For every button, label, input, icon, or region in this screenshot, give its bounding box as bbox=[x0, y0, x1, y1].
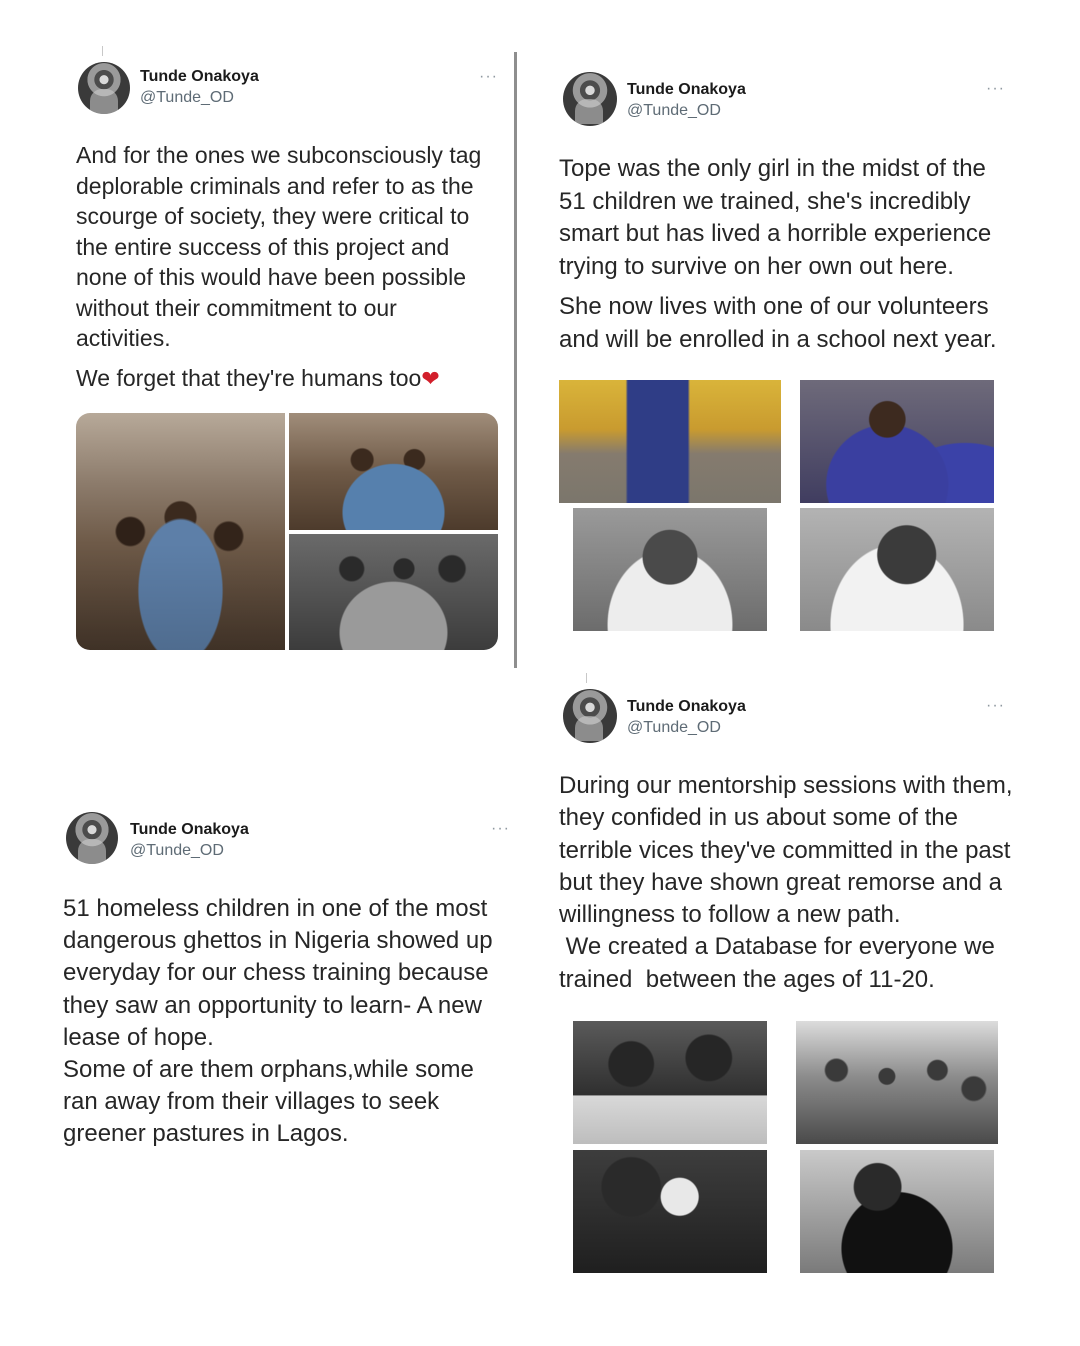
more-options-icon[interactable]: ··· bbox=[491, 820, 510, 837]
tweet-header bbox=[66, 812, 510, 872]
tweet-header bbox=[563, 689, 1005, 749]
tweet-image[interactable] bbox=[800, 1150, 994, 1273]
more-options-icon[interactable]: ··· bbox=[986, 697, 1005, 714]
tweet-image[interactable] bbox=[796, 1021, 998, 1144]
author-name[interactable]: Tunde Onakoya bbox=[130, 821, 249, 838]
tweet-paragraph: And for the ones we subconsciously tag deplorable criminals and refer to as the scourge of society, they were critical to the entire success of this project and none of this would have been possible without their commitment to our activities. bbox=[76, 142, 488, 351]
tweet-card bbox=[563, 689, 1005, 749]
tweet-image[interactable] bbox=[800, 380, 994, 503]
tweet-image[interactable] bbox=[573, 1021, 767, 1144]
tweet-card bbox=[78, 62, 498, 122]
author-name[interactable]: Tunde Onakoya bbox=[140, 68, 259, 85]
tweet-image[interactable] bbox=[559, 380, 781, 503]
tweet-image[interactable] bbox=[76, 413, 285, 650]
tweet-text bbox=[76, 140, 496, 403]
more-options-icon[interactable]: ··· bbox=[479, 68, 498, 85]
more-options-icon[interactable]: ··· bbox=[986, 80, 1005, 97]
author-handle[interactable]: @Tunde_OD bbox=[140, 89, 234, 106]
avatar[interactable] bbox=[78, 62, 130, 114]
author-handle[interactable]: @Tunde_OD bbox=[627, 102, 721, 119]
avatar[interactable] bbox=[563, 689, 617, 743]
tweet-text bbox=[559, 770, 1020, 1005]
tweet-image[interactable] bbox=[800, 508, 994, 631]
author-name[interactable]: Tunde Onakoya bbox=[627, 81, 746, 98]
tweet-image-grid bbox=[76, 413, 498, 650]
column-divider bbox=[514, 52, 517, 668]
tweet-image[interactable] bbox=[289, 413, 498, 530]
tweet-image[interactable] bbox=[573, 508, 767, 631]
tweet-paragraph: We created a Database for everyone we trained between the ages of 11-20. bbox=[559, 933, 1002, 993]
tweet-card bbox=[66, 812, 510, 872]
tweet-paragraph: We forget that they're humans too❤ bbox=[76, 364, 440, 391]
tweet-card bbox=[563, 72, 1005, 132]
tweet-text bbox=[63, 893, 503, 1160]
thread-tick bbox=[586, 673, 587, 683]
tweet-image[interactable] bbox=[289, 534, 498, 650]
avatar[interactable] bbox=[563, 72, 617, 126]
tweet-paragraph: 51 homeless children in one of the most dangerous ghettos in Nigeria showed up everyday for our chess training because they saw an opportunity to learn- A new lease of hope. Some of are them orphans,while some ran away from their villages to seek greener pastures in Lagos. bbox=[63, 895, 493, 1148]
tweet-paragraph: She now lives with one of our volunteers and will be enrolled in a school next year. bbox=[559, 293, 997, 353]
avatar[interactable] bbox=[66, 812, 118, 864]
tweet-text bbox=[559, 153, 1009, 365]
tweet-header bbox=[78, 62, 498, 122]
tweet-image[interactable] bbox=[573, 1150, 767, 1273]
heart-emoji-icon: ❤ bbox=[421, 365, 440, 391]
thread-tick bbox=[102, 46, 103, 56]
author-handle[interactable]: @Tunde_OD bbox=[627, 719, 721, 736]
tweet-paragraph: During our mentorship sessions with them, they confided in us about some of the terrible vices they've committed in the past but they have shown great remorse and a willingness to follow a new path. bbox=[559, 772, 1020, 929]
author-handle[interactable]: @Tunde_OD bbox=[130, 842, 224, 859]
tweet-header bbox=[563, 72, 1005, 132]
author-name[interactable]: Tunde Onakoya bbox=[627, 698, 746, 715]
tweet-paragraph: Tope was the only girl in the midst of the 51 children we trained, she's incredibly smart but has lived a horrible experience trying to survive on her own out here. bbox=[559, 155, 998, 280]
